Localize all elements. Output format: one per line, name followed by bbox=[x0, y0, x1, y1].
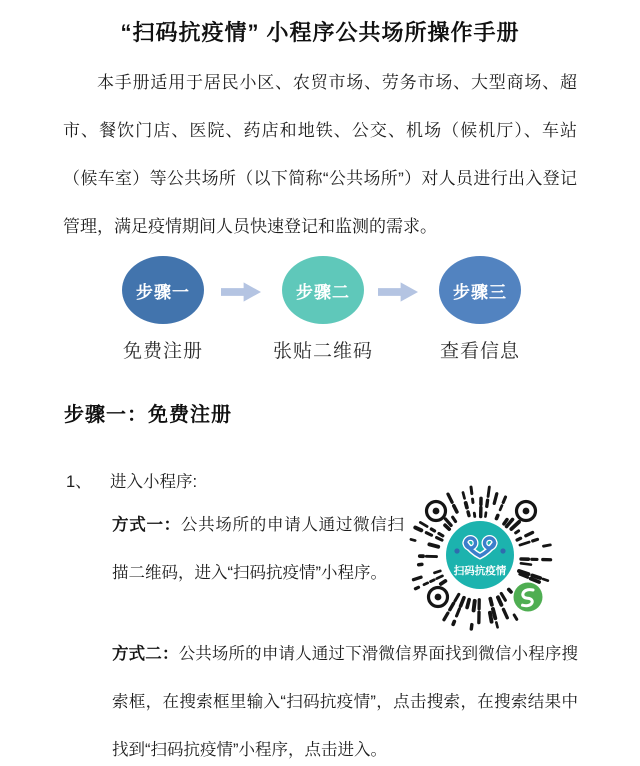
page-title: “扫码抗疫情” 小程序公共场所操作手册 bbox=[120, 20, 520, 45]
flow-arrow-icon bbox=[378, 282, 418, 302]
intro-paragraph: 本手册适用于居民小区、农贸市场、劳务市场、大型商场、超市、餐饮门店、医院、药店和地铁、公交、机场（候机厅）、车站（候车室）等公共场所（以下简称“公共场所”）对人员进行出入登记管理，满足疫情期间人员快速登记和监测的需求。 bbox=[63, 73, 577, 236]
method-2-label: 方式二： bbox=[112, 645, 179, 663]
step-2-circle: 步骤二 bbox=[282, 256, 364, 324]
method-1-paragraph bbox=[112, 501, 404, 597]
qr-code-image bbox=[403, 481, 557, 635]
step-1-caption: 免费注册 bbox=[122, 341, 203, 362]
method-2-paragraph bbox=[112, 630, 578, 766]
flow-arrow-icon bbox=[221, 282, 261, 302]
list-item-1 bbox=[66, 468, 197, 492]
svg-text:扫码抗疫情: 扫码抗疫情 bbox=[453, 565, 507, 577]
method-1-label: 方式一： bbox=[112, 516, 181, 534]
step-3-caption: 查看信息 bbox=[439, 341, 520, 362]
list-item-text: 进入小程序: bbox=[110, 473, 198, 491]
list-item-number: 1、 bbox=[66, 473, 92, 491]
method-1-text: 公共场所的申请人通过微信扫描二维码，进入“扫码抗疫情”小程序。 bbox=[112, 516, 404, 582]
method-2-text: 公共场所的申请人通过下滑微信界面找到微信小程序搜索框，在搜索框里输入“扫码抗疫情”，点击搜索，在搜索结果中找到“扫码抗疫情”小程序，点击进入。 bbox=[112, 645, 579, 759]
steps-flow-diagram bbox=[0, 256, 640, 368]
step-3-circle: 步骤三 bbox=[439, 256, 521, 324]
mini-program-qr-code bbox=[403, 481, 557, 635]
step-2-caption: 张贴二维码 bbox=[272, 341, 373, 362]
section-1-heading: 步骤一：免费注册 bbox=[64, 404, 232, 426]
step-1-circle: 步骤一 bbox=[122, 256, 204, 324]
